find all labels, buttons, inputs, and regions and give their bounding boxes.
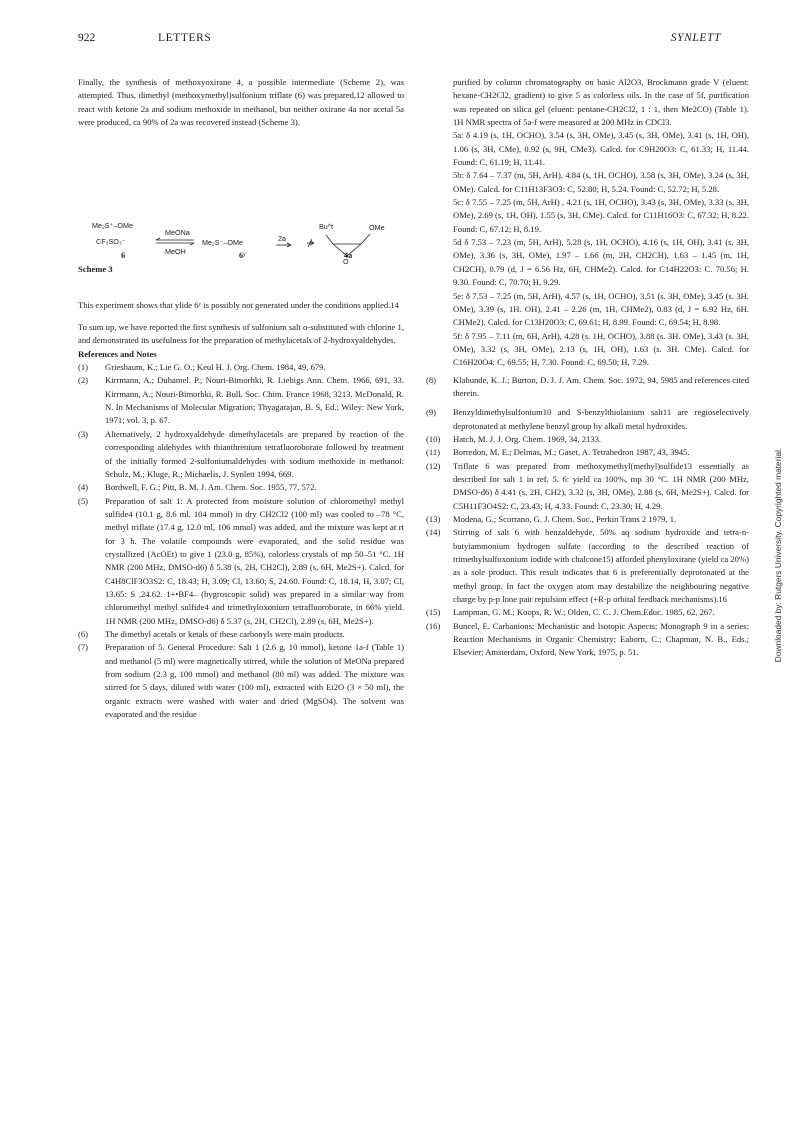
- scheme-label-6-ylide: 6ʸ: [239, 251, 246, 261]
- intro-paragraph: Finally, the synthesis of methoxyoxirane 4, a possible intermediate (Scheme 2), was attempted. Thus, dimethyl (methoxymethyl)sulfonium triflate (6) was prepared,12 allowed to react with ketone 2a and sodium methoxide in methanol, but neither oxirane 4a nor acetal 5a were produced, ca 90% of 2a was recovered instead (Scheme 3).: [78, 77, 404, 128]
- reference-number: (9): [426, 407, 437, 418]
- reference-item: [78, 361, 404, 374]
- compound-5f-data: 5f: δ 7.95 – 7.11 (m, 6H, ArH), 4.28 (s. 1H, OCHO), 3.88 (s. 3H. OMe), 3.43 (s. 3H, OMe), 3.32 (s, 3H, OMe), 2.13 (s, 1H, OH), 1.63 (s. 3H. CMe). Calcd. for C16H20O4: C, 69.55; H, 7.30. Found: C, 69.50; H, 7.29.: [453, 330, 749, 368]
- reference-number: (10): [426, 433, 441, 444]
- oxirane-bu-bond: [326, 235, 333, 244]
- scheme-ylide-formula: Me₂S⁻–OMe: [202, 238, 243, 248]
- reference-number: (11): [426, 447, 440, 458]
- reference-number: (1): [78, 362, 89, 373]
- compound-5e-data: 5e: δ 7.53 – 7.25 (m, 5H, ArH), 4.57 (s, 1H, OCHO), 3.51 (s. 3H, OMe), 3.45 (s. 3H. OMe), 3.39 (s, 1H. OH), 2.41 – 2.26 (m, 1H, CHMe2), 0.83 (d, J = 6.92 Hz, 6H. CHMe2). Calcd. for C13H20O3: C, 69.61; H, 8.99. Found: C, 69.54; H, 8.98.: [453, 290, 749, 328]
- scheme-compound-6-formula: Me₂S⁺–OMe: [92, 221, 133, 231]
- scheme-reagent-meona: MeONa: [165, 228, 190, 238]
- reference-text: Stirring of salt 6 with benzaldehyde, 50% aq sodium hydroxide and tetra-n-butyiammonium hydrogen sulfate (according to the described reaction of trimethylsulfoxonium iodide with chalcone15) afforded phenyloxirane (yield ca 20%) as a sole product. This result indicates that 6 is preferentially deprotonated at the methyl group. In fact the oxygen atom may destabilize the neighbouring negative charge by p-p lone pair repulsion effect (+R-p orbital feedback mechanisms).16: [453, 527, 749, 605]
- reference-number: (14): [426, 527, 441, 538]
- ylide-paragraph: This experiment shows that ylide 6ʸ is possibly not generated under the conditions applied.14: [78, 299, 399, 310]
- reference-item: [426, 446, 749, 459]
- summary-paragraph: To sum up, we have reported the first synthesis of sulfonium salt α-substituted with chlorine 1, and demonstrated its usefulness for the preparation of methylacetals of 2-hydroxyaldehydes.: [78, 322, 404, 346]
- compound-5b-data: 5b: δ 7.64 – 7.37 (m, 5H, ArH), 4.84 (s, 1H, OCHO), 3.58 (s, 3H, OMe), 3.24 (s, 3H, OMe). Calcd. for C11H13F3O3: C, 52.80; H, 5.24. Found: C, 52.72; H, 5.28.: [453, 170, 749, 194]
- left-column: [78, 76, 404, 721]
- reference-text: The dimethyl acetals or ketals of these carbonyls were main products.: [105, 628, 345, 639]
- reference-text: Triflate 6 was prepared from methoxymethyl(methyl)sulfide13 essentially as described for salt 1 in ref. 5. 6: yield ca 100%, mp 30 °C. 1H NMR (200 MHz, DMSO-d6) δ 4.41 (s, 2H, CH2), 3.32 (s, 3H, OMe), 2.88 (s, 6H, Me2S+). Calcd. for C5H11F3O4S2: C, 23.43; H, 4.33. Found: C, 23.30; H, 4.29.: [453, 460, 749, 511]
- reference-text: Preparation of salt 1: A protected from moisture solution of chloromethyl methyl sulfide4 (10.1 g, 8.6 ml, 104 mmol) in dry CH2Cl2 (100 ml) was cooled to –78 °C, methyl triflate (17.4 g, 12.0 ml, 106 mmol) was added, and the mixture was kept at rt for 3 h. The volatile compounds were evaporated, and the solid residue was crystallized (AcOEt) to give 1 (23.0 g, 85%), colorless crystals of mp 50–51 °C. 1H NMR (200 MHz, DMSO-d6) δ 5.38 (s, 2H, CH2Cl), 2.89 (s, 6H, Me2S+). Calcd. for C4H8ClF3O3S2: C, 18.43; H, 3.09; Cl, 13.60; S, 24.60. Found: C, 18.14, H, 3.07; Cl, 13.65: S ,24.62. 1+•BF4– (hygroscopic solid) was prepared in a similar way from chloromethyl methyl sulfide4 and trimethyloxonium tetrafluoroborate, in 66% yield. 1H NMR (200 MHz, DMSO-d6) δ 5.37 (s, 2H, CH2Cl), 2.89 (s, 6H, Me2S+).: [105, 495, 404, 626]
- reference-number: (7): [78, 642, 89, 653]
- scheme-caption: Scheme 3: [78, 264, 113, 275]
- reference-item: [78, 495, 404, 628]
- reference-text: Kirrmann, A.; Duhamel. P.; Nouri-Bimorhki, R. Liebigs Ann. Chem. 1966, 691, 33. Kirrmann, A.; Nouri-Bimorhki, R. Bull. Soc. Chim. France 1968, 3213. McDonald, R. N. In Mechanisms of Molecular Migration; Thyagarajan, B. S, Ed.; Wiley: New York, 1971; vol. 3, p. 67.: [105, 375, 404, 426]
- page-header: [78, 32, 721, 48]
- reference-7-continuation: [426, 76, 749, 370]
- reference-text: Borredon, M. E.; Delmas, M.; Gaset, A. Tetrahedron 1987, 43, 3945.: [453, 447, 690, 458]
- reference-item: [426, 513, 749, 526]
- scheme-oxirane-tbu: Bu^t: [319, 222, 334, 232]
- reference-item: [426, 460, 749, 513]
- reference-text: Griesbaum, K.; Lie G. O.; Keul H. J. Org. Chem. 1984, 49, 679.: [105, 362, 326, 373]
- reference-text: Benzyldimethylsulfonium10 and S-benzylthiolanium salt11 are regioselectively deprotonated at methylene benzyl group by alkali metal hydroxides.: [453, 407, 749, 431]
- reference-item: [426, 406, 749, 433]
- reference-number: (2): [78, 375, 89, 386]
- scheme-reagent-meoh: MeOH: [165, 247, 186, 257]
- reference-number: (6): [78, 628, 89, 639]
- reference-text: Preparation of 5. General Procedure: Salt 1 (2.6 g, 10 mmol), ketone 1a-f (Table 1) and methanol (5 ml) were magnetically stirred, while the solution of MeONa prepared from sodium (2.3 g, 100 mmol) and methanol (80 ml) was added. The mixture was stirred for 5 days, diluted with water (100 ml), extracted with Et2O (3 × 50 ml), the organic extracts were washed with water and dried (MgSO4). The solvent was evaporated and the residue: [105, 642, 404, 720]
- reference-number: (13): [426, 514, 441, 524]
- reference-item: [426, 620, 749, 660]
- download-note: Downloaded by: Rutgers University. Copyrighted material.: [773, 447, 783, 663]
- reference-number: (15): [426, 607, 441, 618]
- scheme-reagent-2a: 2a: [278, 234, 286, 244]
- compound-5c-data: 5c: δ 7.55 – 7.25 (m, 5H, ArH) , 4.21 (s, 1H, OCHO), 3.43 (s, 3H, OMe), 3.33 (s, 3H, OMe), 2.69 (s, 1H, OH), 1.55 (s, 3H, CMe). Calcd. for C11H16O3: C, 67.32; H, 8.22. Found: C, 67.12; H, 8.19.: [453, 197, 749, 234]
- right-column: [426, 76, 749, 660]
- reference-number: (3): [78, 428, 89, 439]
- reference-item: [78, 641, 404, 721]
- reference-item: [78, 428, 404, 481]
- reference-item: [78, 481, 404, 494]
- journal-name: SYNLETT: [670, 32, 721, 44]
- reference-text: Alternatively, 2 hydroxyaldehyde dimethylacetals are prepared by reaction of the corresponding aldehydes with thianthrenium tetrafluoroborate followed by treatment of the initially formed 2-sulfoniumaldehydes with sodium methoxide in methanol: Schulz, M.; Kluge, R.; Michaelis, J. Synlett 1994, 669.: [105, 428, 404, 479]
- reference-text: Lampman, G. M.; Koops, R. W.; Olden, C. C. J. Chem.Educ. 1985, 62, 267.: [453, 607, 715, 618]
- reference-text: Klabunde, K. J.; Burton, D. J. J. Am. Chem. Soc. 1972, 94, 5985 and references cited therein.: [453, 374, 749, 398]
- reference-item: [78, 628, 404, 641]
- references-list-right: [426, 374, 749, 660]
- reference-number: (16): [426, 620, 441, 631]
- scheme-oxirane-ome: OMe: [369, 223, 385, 233]
- scheme-compound-6-counterion: CF₃SO₃⁻: [96, 237, 126, 247]
- reference-text: Buncel, E. Carbanions: Mechanistic and Isotopic Aspects; Monograph 9 in a series: Reaction Mechanisms in Organic Chemistry; Eaborn, C.; Chapman, N. B., Eds.; Elsevier: Amsterdam, Oxford, New York, 1975, p. 51.: [453, 620, 749, 658]
- reference-text: Bordwell, F. G.; Pitt, B. M. J. Am. Chem. Soc. 1955, 77, 572.: [105, 482, 317, 493]
- scheme-3-diagram: [78, 139, 404, 267]
- journal-section: LETTERS: [158, 32, 212, 44]
- scheme-oxirane-oxygen: O: [343, 257, 349, 267]
- reference-number: (8): [426, 374, 437, 385]
- reference-item: [426, 433, 749, 446]
- page-number: 922: [78, 32, 96, 44]
- oxirane-ome-bond: [361, 234, 370, 244]
- reference-text: Modena, G.; Scorrano, G. J. Chem. Soc., Perkin Trans 2 1979, 1.: [453, 514, 677, 524]
- reference-number: (4): [78, 482, 89, 493]
- references-heading: References and Notes: [78, 348, 157, 359]
- reference-item: [426, 526, 749, 606]
- procedure-continuation: purified by column chromatography on basic Al2O3, Brockmann grade V (eluent: hexane-CH2Cl2, gradient) to give 5 as colorless oils. In the case of 5f, purification was repeated on silica gel (eluent: pentane-CH2Cl2, 1 : 1, then Me2CO) (Table 1). 1H NMR spectra of 5a-f were measured at 200 MHz in CDCl3.: [453, 77, 749, 128]
- compound-5d-data: 5d δ 7.53 – 7.23 (m, 5H, ArH), 5.28 (s, 1H, OCHO), 4.16 (s, 1H, OH), 3.41 (s, 3H, OMe), 3.36 (s, 3H, OMe), 1.97 – 1.66 (m, 2H, CH2CH), 1.63 – 1.45 (m, 1H, CH2CH), 0.79 (d, J = 6.56 Hz, 6H, CHMe2). Calcd. for C14H22O3: C. 70.56; H. 9.30. Found: C, 70.70; H, 9.29.: [453, 237, 749, 288]
- scheme-label-6: 6: [121, 251, 126, 261]
- download-watermark: [771, 430, 785, 680]
- reference-number: (12): [426, 460, 441, 471]
- compound-5a-data: 5a: δ 4.19 (s, 1H, OCHO), 3.54 (s, 3H, OMe), 3.45 (s, 3H, OMe), 3.41 (s, 1H, OH), 1.06 (s, 3H, CMe), 0.92 (s, 9H, CMe3). Calcd. for C9H20O3: C, 61.33; H, 11.44. Found: C, 61.19; H, 11.41.: [453, 130, 749, 168]
- reference-item: [426, 374, 749, 401]
- reference-number: (5): [78, 495, 89, 506]
- reference-item: [426, 606, 749, 619]
- reference-text: Hatch, M. J. J. Org. Chem. 1969, 34, 2133.: [453, 433, 602, 444]
- references-list-left: [78, 361, 404, 721]
- reference-item: [78, 374, 404, 427]
- scheme-label-4a: 4a: [344, 251, 353, 261]
